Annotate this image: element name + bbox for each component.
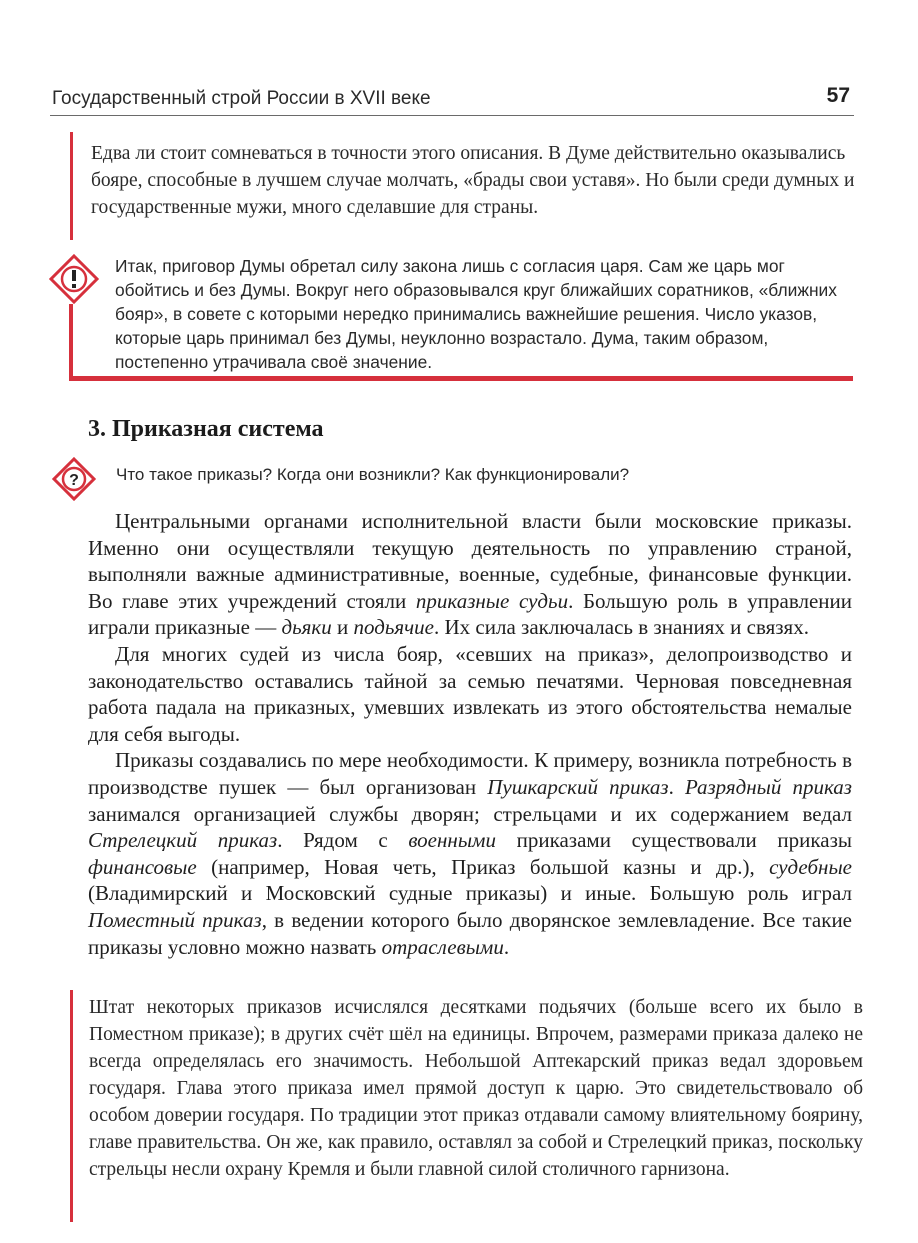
page-number: 57: [826, 84, 850, 107]
main-body-text: [88, 508, 852, 960]
important-text: Итак, приговор Думы обретал силу закона лишь с согласия царя. Сам же царь мог обойтись и без Думы. Вокруг него образовывался круг ближайших соратников, «ближних бояр», в совете с которыми нередко принимались важнейшие решения. Число указов, которые царь принимал без Думы, неуклонно возрастало. Дума, таким образом, постепенно утрачивала своё значение.: [115, 256, 837, 372]
quote-top-text: Едва ли стоит сомневаться в точности этого описания. В Думе действительно оказывались бояре, способные в лучшем случае молчать, «брады свои уставя». Но были среди думных и государственные мужи, много сделавшие для страны.: [91, 143, 855, 218]
question-text: Что такое приказы? Когда они возникли? Как функционировали?: [116, 465, 630, 484]
exclamation-icon: [49, 254, 99, 304]
quote-block-bottom: [70, 990, 863, 1222]
quote-bottom-text: Штат некоторых приказов исчислялся десятками подьячих (больше всего их было в Поместном приказе); в других счёт шёл на единицы. Впрочем, размерами приказа далеко не всегда определялась его значимость. Небольшой Аптекарский приказ ведал здоровьем государя. Глава этого приказа имел прямой доступ к царю. Это свидетельствовало об особом доверии государя. По традиции этот приказ отдавали самому влиятельному боярину, главе правительства. Он же, как правило, оставлял за собой и Стрелецкий приказ, поскольку стрельцы несли охрану Кремля и были главной силой столичного гарнизона.: [89, 997, 863, 1180]
callout-bar-horizontal: [69, 376, 853, 381]
section-heading: 3. Приказная система: [88, 416, 324, 442]
question-mark-icon: [52, 457, 96, 501]
question-callout: [50, 455, 850, 499]
header-divider: [50, 115, 854, 116]
paragraph-1: Центральными органами исполнительной власти были московские приказы. Именно они осуществляли текущую деятельность по управлению страной, выполняли важные административные, военные, судебные, финансовые функции. Во главе этих учреждений стояли приказные судьи. Большую роль в управлении играли приказные — дьяки и подьячие. Их сила заключалась в знаниях и связях.: [88, 509, 853, 640]
paragraph-3: Приказы создавались по мере необходимости. К примеру, возникла потребность в производстве пушек — был организован Пушкарский приказ. Разрядный приказ занимался организацией службы дворян; стрельцами и их содержанием ведал Стрелецкий приказ. Рядом с военными приказами существовали приказы финансовые (например, Новая четь, Приказ большой казны и др.), судебные (Владимирский и Московский судные приказы) и иные. Большую роль играл Поместный приказ, в ведении которого было дворянское землевладение. Все такие приказы условно можно назвать отраслевыми.: [88, 748, 852, 959]
running-title: Государственный строй России в XVII веке: [52, 88, 431, 109]
page-header: [50, 84, 854, 116]
quote-block-top: [70, 132, 863, 240]
svg-text:?: ?: [69, 472, 79, 489]
paragraph-2: Для многих судей из числа бояр, «севших на приказ», делопроизводство и законодательство оставались тайной за семью печатями. Черновая повседневная работа падала на приказных, умевших извлекать из этого обстоятельства немалые для себя выгоды.: [88, 641, 852, 746]
important-callout: [47, 250, 853, 384]
callout-bar-vertical: [69, 304, 73, 380]
